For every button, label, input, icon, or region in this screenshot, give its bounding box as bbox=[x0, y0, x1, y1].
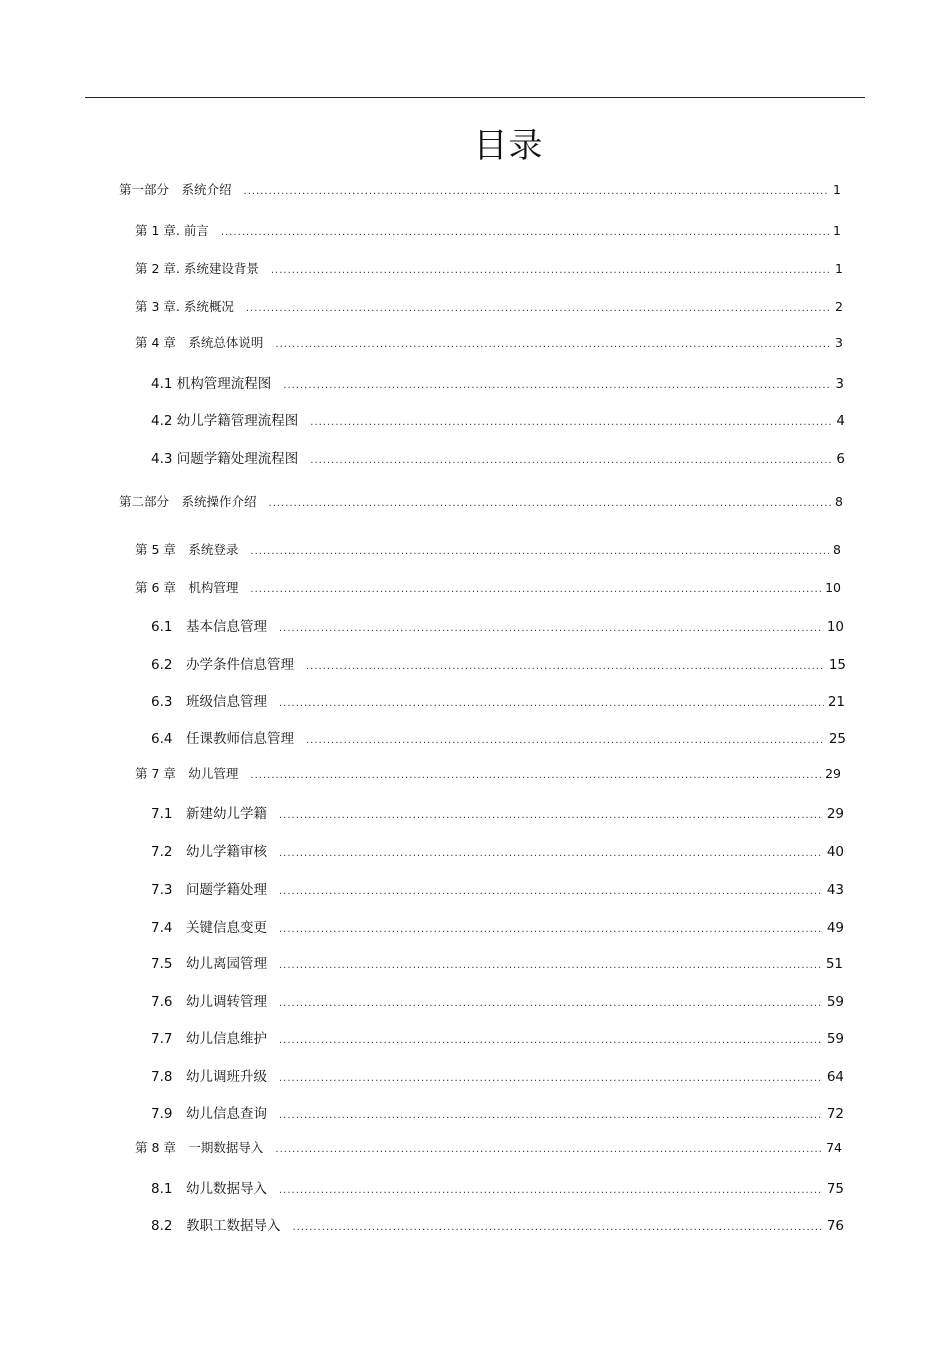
toc-entry-page: 29 bbox=[826, 806, 844, 822]
toc-entry[interactable] bbox=[135, 1138, 842, 1156]
toc-entry-label: 第 2 章. 系统建设背景 bbox=[135, 261, 259, 276]
toc-entry-label: 7.8 幼儿调班升级 bbox=[151, 1069, 267, 1085]
toc-entry-page: 74 bbox=[826, 1140, 842, 1155]
toc-entry[interactable] bbox=[135, 333, 843, 351]
toc-entry[interactable] bbox=[151, 653, 846, 673]
toc-entry[interactable] bbox=[151, 615, 844, 635]
toc-entry[interactable] bbox=[151, 372, 844, 392]
toc-entry-label: 7.4 关键信息变更 bbox=[151, 920, 267, 936]
toc-entry-page: 8 bbox=[833, 542, 841, 557]
toc-entry[interactable] bbox=[151, 727, 846, 747]
toc-entry-page: 6 bbox=[836, 451, 845, 467]
toc-entry[interactable] bbox=[135, 578, 841, 596]
toc-entry-page: 51 bbox=[825, 956, 843, 972]
toc-entry-label: 7.7 幼儿信息维护 bbox=[151, 1031, 267, 1047]
toc-entry[interactable] bbox=[135, 221, 841, 239]
toc-leader bbox=[306, 661, 825, 672]
toc-entry-page: 1 bbox=[833, 223, 841, 238]
toc-entry-label: 第 1 章. 前言 bbox=[135, 223, 209, 238]
toc-entry-label: 第 4 章 系统总体说明 bbox=[135, 335, 264, 350]
toc-leader bbox=[310, 417, 832, 428]
toc-entry-page: 49 bbox=[826, 920, 844, 936]
toc-entry-label: 7.9 幼儿信息查询 bbox=[151, 1106, 267, 1122]
toc-entry-page: 10 bbox=[825, 580, 841, 595]
toc-entry-page: 25 bbox=[828, 731, 846, 747]
toc-entry[interactable] bbox=[151, 409, 845, 429]
toc-leader bbox=[283, 380, 831, 391]
toc-entry-label: 4.3 问题学籍处理流程图 bbox=[151, 451, 299, 467]
toc-leader bbox=[306, 735, 825, 746]
toc-leader bbox=[244, 186, 830, 197]
toc-entry-page: 64 bbox=[826, 1069, 844, 1085]
page-title: 目录 bbox=[473, 126, 544, 166]
toc-entry-page: 3 bbox=[835, 335, 843, 350]
toc-entry-page: 8 bbox=[835, 494, 843, 509]
toc-leader bbox=[279, 998, 823, 1009]
toc-entry[interactable] bbox=[151, 878, 844, 898]
toc-leader bbox=[221, 227, 829, 238]
toc-leader bbox=[279, 924, 823, 935]
toc-entry[interactable] bbox=[135, 764, 841, 782]
toc-entry[interactable] bbox=[151, 1102, 844, 1122]
toc-entry-page: 75 bbox=[826, 1181, 844, 1197]
toc-leader bbox=[310, 455, 832, 466]
toc-entry-page: 4 bbox=[836, 413, 845, 429]
toc-leader bbox=[250, 584, 821, 595]
toc-entry-label: 4.2 幼儿学籍管理流程图 bbox=[151, 413, 299, 429]
toc-entry[interactable] bbox=[135, 297, 843, 315]
toc-entry[interactable] bbox=[119, 180, 841, 198]
toc-entry-label: 第 6 章 机构管理 bbox=[135, 580, 239, 595]
toc-entry[interactable] bbox=[151, 1214, 844, 1234]
toc-entry-label: 4.1 机构管理流程图 bbox=[151, 376, 272, 392]
toc-entry[interactable] bbox=[151, 1177, 844, 1197]
toc-entry-label: 7.2 幼儿学籍审核 bbox=[151, 844, 267, 860]
toc-entry[interactable] bbox=[151, 802, 844, 822]
toc-leader bbox=[250, 770, 821, 781]
toc-leader bbox=[279, 810, 823, 821]
toc-leader bbox=[279, 886, 823, 897]
toc-entry-label: 7.3 问题学籍处理 bbox=[151, 882, 267, 898]
toc-entry-label: 6.1 基本信息管理 bbox=[151, 619, 267, 635]
toc-leader bbox=[275, 339, 831, 350]
toc-leader bbox=[250, 546, 829, 557]
toc-entry-page: 1 bbox=[835, 261, 843, 276]
toc-entry-label: 第一部分 系统介绍 bbox=[119, 182, 232, 197]
toc-entry-page: 29 bbox=[825, 766, 841, 781]
toc-entry[interactable] bbox=[151, 952, 843, 972]
toc-leader bbox=[246, 303, 831, 314]
toc-leader bbox=[269, 498, 832, 509]
toc-entry-page: 10 bbox=[826, 619, 844, 635]
toc-leader bbox=[279, 1110, 823, 1121]
toc-leader bbox=[292, 1222, 822, 1233]
toc-leader bbox=[279, 698, 824, 709]
toc-entry[interactable] bbox=[151, 1065, 844, 1085]
toc-entry-page: 59 bbox=[826, 994, 844, 1010]
toc-entry-page: 59 bbox=[826, 1031, 844, 1047]
toc-entry-label: 6.3 班级信息管理 bbox=[151, 694, 267, 710]
toc-leader bbox=[279, 1185, 823, 1196]
toc-entry-page: 72 bbox=[826, 1106, 844, 1122]
toc-entry-label: 6.4 任课教师信息管理 bbox=[151, 731, 294, 747]
toc-entry[interactable] bbox=[151, 447, 845, 467]
toc-entry-label: 7.1 新建幼儿学籍 bbox=[151, 806, 267, 822]
toc-entry[interactable] bbox=[119, 492, 843, 510]
toc-entry-label: 8.2 教职工数据导入 bbox=[151, 1218, 281, 1234]
toc-entry[interactable] bbox=[151, 990, 844, 1010]
toc-entry-page: 43 bbox=[826, 882, 844, 898]
toc-entry-page: 21 bbox=[827, 694, 845, 710]
toc-entry-page: 3 bbox=[835, 376, 844, 392]
toc-entry[interactable] bbox=[151, 690, 845, 710]
toc-leader bbox=[271, 265, 831, 276]
toc-entry-label: 第 5 章 系统登录 bbox=[135, 542, 239, 557]
toc-entry[interactable] bbox=[135, 540, 841, 558]
toc-leader bbox=[279, 1073, 823, 1084]
toc-entry-page: 1 bbox=[833, 182, 841, 197]
toc-entry[interactable] bbox=[151, 1027, 844, 1047]
toc-entry-label: 第 8 章 一期数据导入 bbox=[135, 1140, 264, 1155]
toc-entry-page: 40 bbox=[826, 844, 844, 860]
toc-leader bbox=[279, 1035, 823, 1046]
toc-entry-label: 7.6 幼儿调转管理 bbox=[151, 994, 267, 1010]
toc-entry-page: 2 bbox=[835, 299, 843, 314]
toc-entry-label: 6.2 办学条件信息管理 bbox=[151, 657, 294, 673]
toc-entry[interactable] bbox=[135, 259, 843, 277]
toc-leader bbox=[279, 623, 823, 634]
toc-entry-label: 第 3 章. 系统概况 bbox=[135, 299, 234, 314]
toc-leader bbox=[275, 1144, 822, 1155]
toc-entry-label: 第二部分 系统操作介绍 bbox=[119, 494, 257, 509]
toc-entry[interactable] bbox=[151, 916, 844, 936]
toc-entry-page: 15 bbox=[828, 657, 846, 673]
toc-entry[interactable] bbox=[151, 840, 844, 860]
toc-entry-label: 8.1 幼儿数据导入 bbox=[151, 1181, 267, 1197]
toc-leader bbox=[279, 960, 822, 971]
toc-entry-page: 76 bbox=[826, 1218, 844, 1234]
toc-entry-label: 第 7 章 幼儿管理 bbox=[135, 766, 239, 781]
toc-leader bbox=[279, 848, 823, 859]
header-rule bbox=[85, 97, 865, 98]
toc-entry-label: 7.5 幼儿离园管理 bbox=[151, 956, 267, 972]
